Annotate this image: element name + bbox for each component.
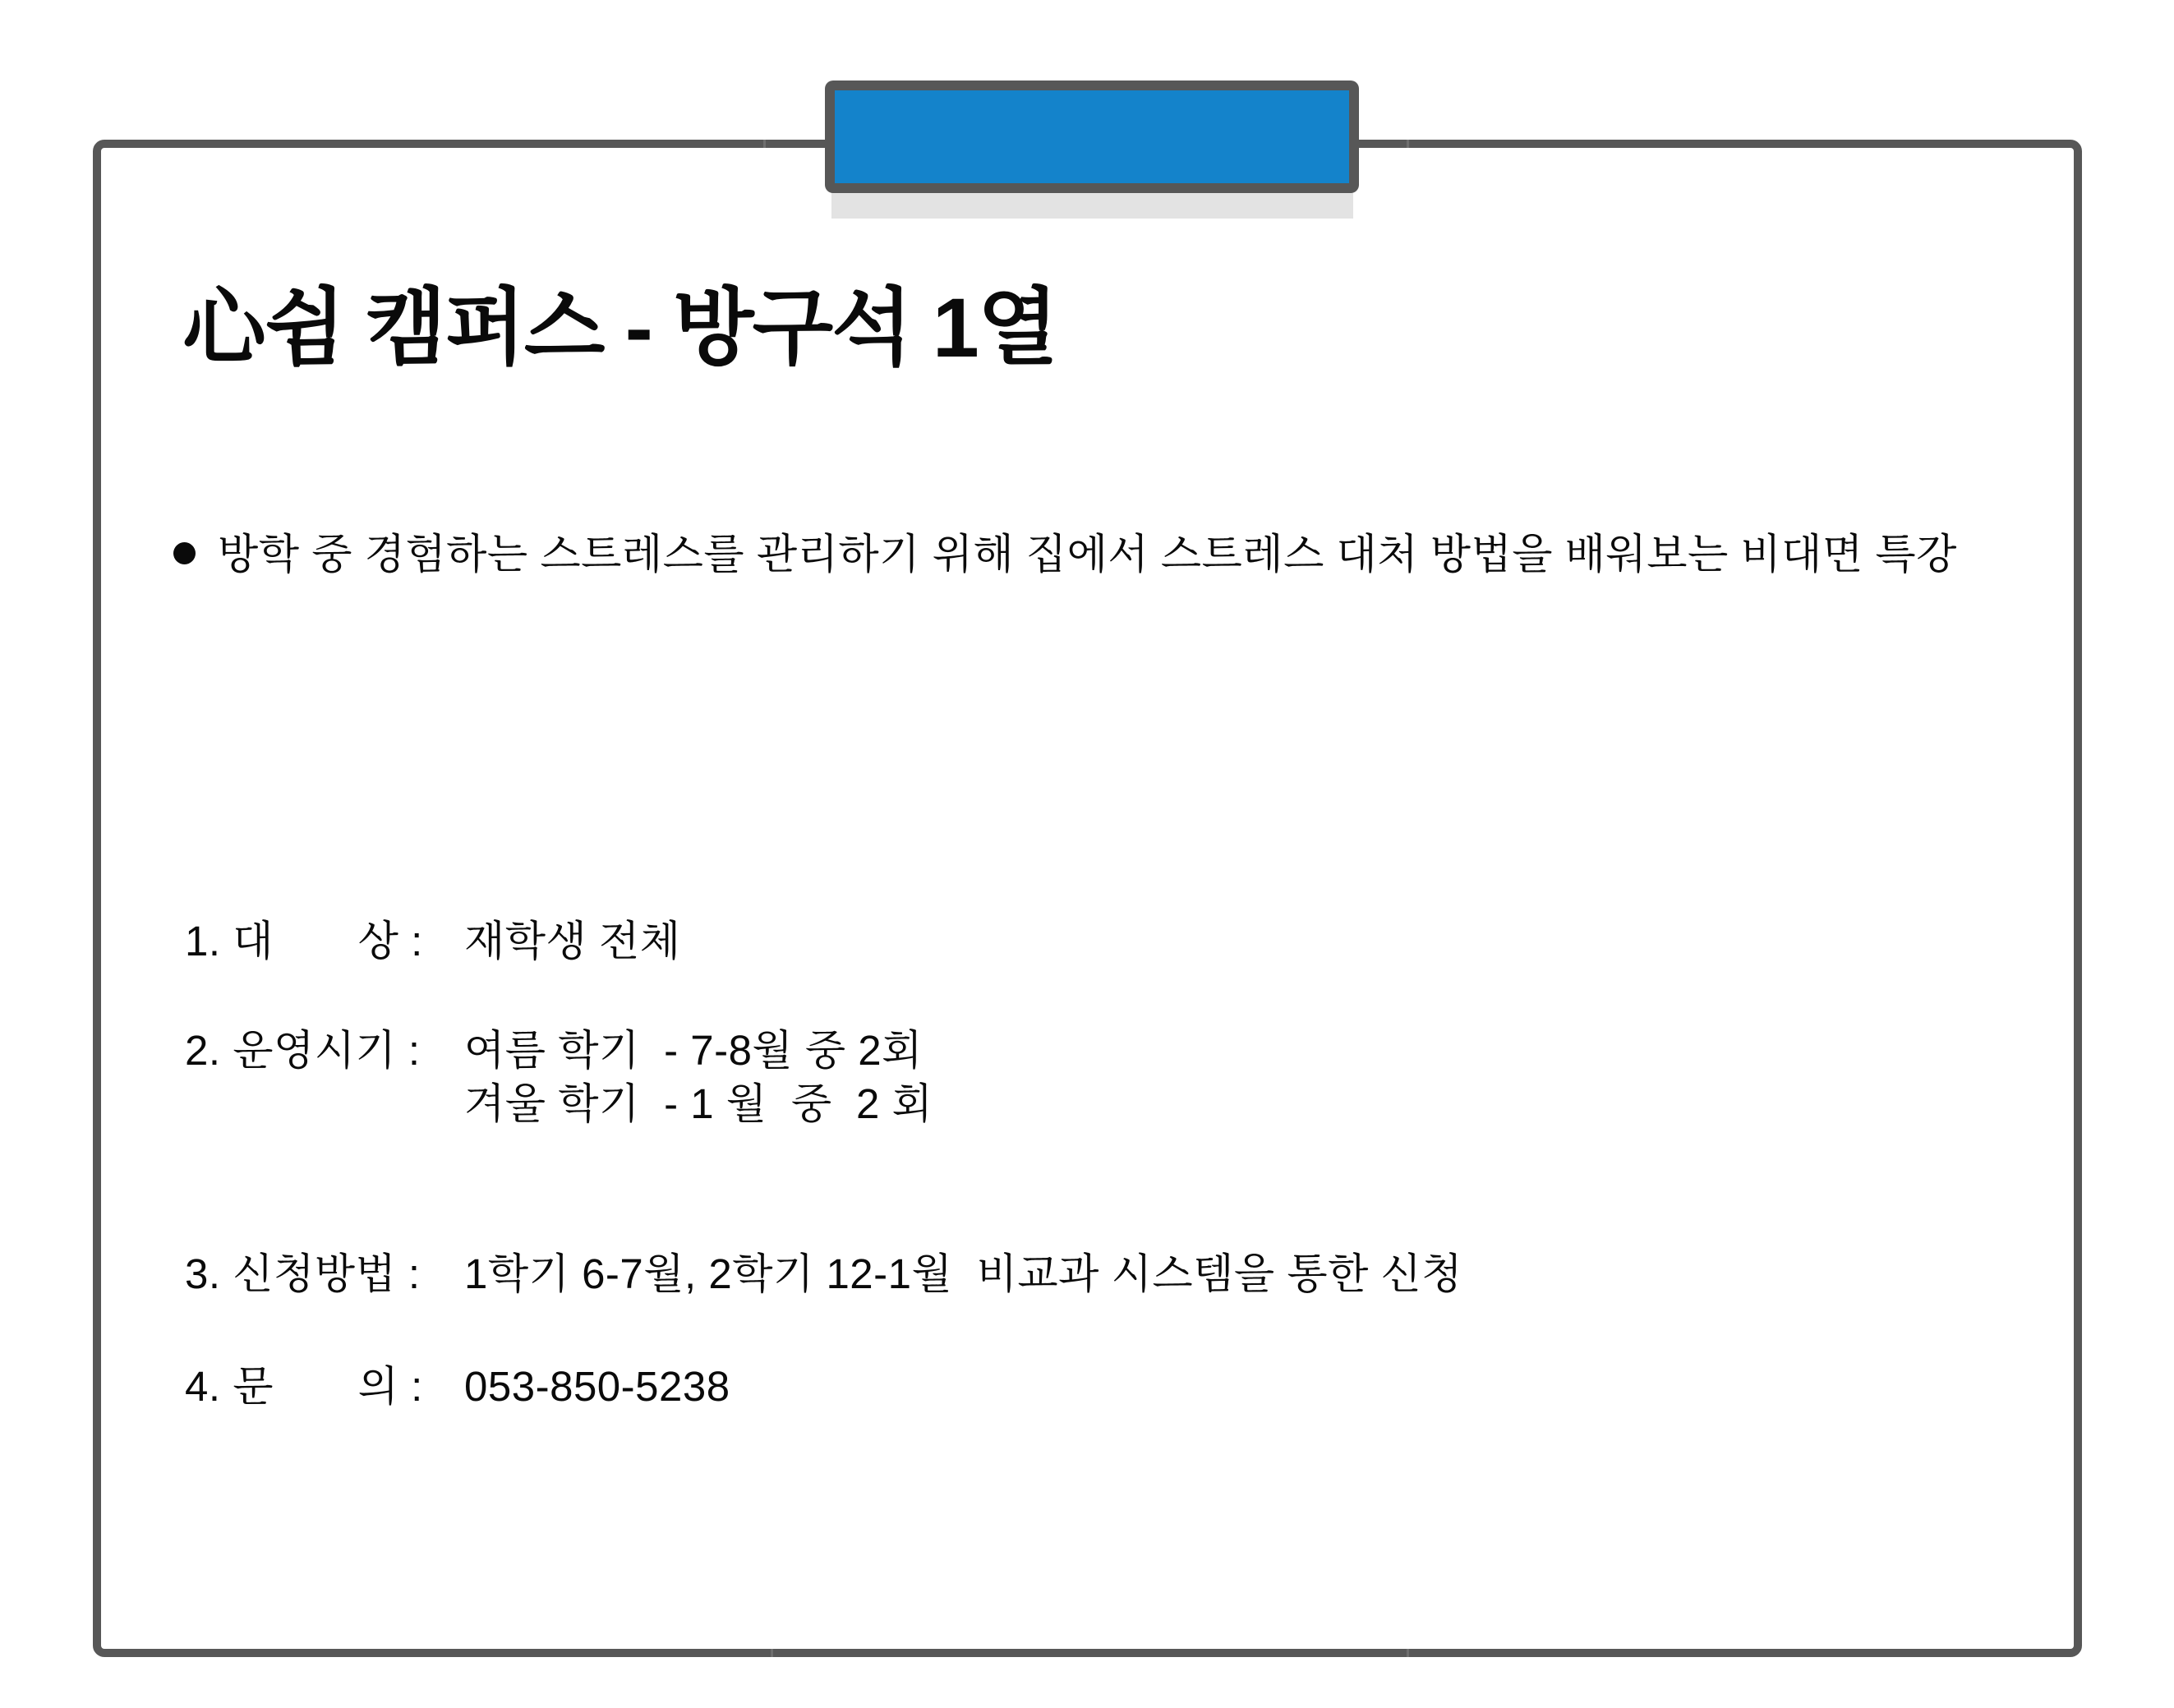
- item-label: 2. 운영시기 :: [185, 1027, 421, 1074]
- tab-shadow: [831, 193, 1353, 219]
- border-seam: [771, 1649, 773, 1657]
- item-label: 4. 문 의 :: [185, 1363, 423, 1410]
- border-seam: [1407, 140, 1409, 148]
- item-value: 재학생 전체: [464, 918, 681, 964]
- border-seam: [763, 140, 766, 148]
- info-item-schedule: [185, 1024, 933, 1130]
- bullet-icon: [173, 542, 196, 564]
- border-seam: [1407, 1649, 1409, 1657]
- item-value-phone: 053-850-5238: [464, 1363, 730, 1410]
- intro-bullet: [173, 530, 1957, 579]
- top-tab: [825, 81, 1359, 193]
- info-item-target: [185, 914, 681, 968]
- item-label: 1. 대 상 :: [185, 918, 423, 964]
- item-label: 3. 신청방법 :: [185, 1250, 421, 1297]
- item-value-line: 여름 학기 - 7-8월 중 2회: [464, 1027, 923, 1074]
- page-title: 心쉼 캠퍼스 - 방구석 1열: [182, 281, 1057, 375]
- info-item-application: [185, 1247, 1462, 1301]
- item-value-line: 겨울 학기 - 1 월 중 2 회: [464, 1080, 933, 1127]
- info-item-contact: [185, 1360, 730, 1413]
- item-value: 1학기 6-7월, 2학기 12-1월 비교과 시스템을 통한 신청: [464, 1250, 1463, 1297]
- intro-bullet-text: 방학 중 경험하는 스트레스를 관리하기 위해 집에서 스트레스 대처 방법을 배워보는 비대면 특강: [218, 531, 1957, 578]
